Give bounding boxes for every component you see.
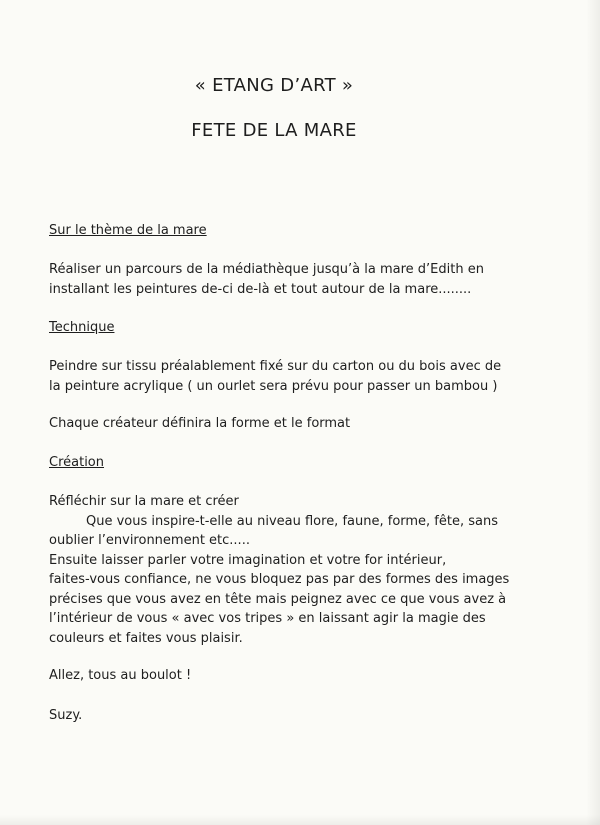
section-heading-creation: Création bbox=[49, 455, 105, 470]
text-line: Que vous inspire-t-elle au niveau flore, faune, forme, fête, sans bbox=[86, 513, 498, 529]
text-line: Ensuite laisser parler votre imagination et votre for intérieur, bbox=[49, 552, 447, 568]
paragraph-format bbox=[49, 414, 509, 434]
text-line: Réaliser un parcours de la médiathèque jusqu’à la mare d’Edith en bbox=[49, 262, 484, 277]
text-line: faites-vous confiance, ne vous bloquez pas par des formes des images bbox=[49, 572, 510, 587]
document-subtitle: FETE DE LA MARE bbox=[191, 120, 357, 141]
page-edge-shadow bbox=[586, 0, 600, 825]
text-line: Peindre sur tissu préalablement fixé sur du carton ou du bois avec de bbox=[49, 359, 502, 374]
text-line: couleurs et faites vous plaisir. bbox=[49, 630, 243, 646]
section-heading-technique: Technique bbox=[49, 320, 115, 335]
text-line: précises que vous avez en tête mais peignez avec ce que vous avez à bbox=[49, 591, 507, 607]
text-line: la peinture acrylique ( un ourlet sera prévu pour passer un bambou ) bbox=[49, 378, 498, 394]
page-edge-shadow-bottom bbox=[0, 815, 600, 825]
closing-line: Allez, tous au boulot ! bbox=[49, 668, 192, 683]
document-title: « ETANG D’ART » bbox=[194, 75, 354, 96]
text-line: Chaque créateur définira la forme et le format bbox=[49, 416, 351, 431]
signature: Suzy. bbox=[49, 708, 83, 723]
paragraph-technique bbox=[49, 357, 509, 396]
text-line: oublier l’environnement etc..... bbox=[49, 533, 250, 548]
text-line: l’intérieur de vous « avec vos tripes » en laissant agir la magie des bbox=[49, 611, 486, 626]
text-line: installant les peintures de-ci de-là et tout autour de la mare........ bbox=[49, 281, 472, 297]
paragraph-creation bbox=[49, 492, 509, 648]
paragraph-theme bbox=[49, 260, 509, 299]
text-line: Réfléchir sur la mare et créer bbox=[49, 494, 239, 509]
section-heading-theme: Sur le thème de la mare bbox=[49, 223, 207, 238]
